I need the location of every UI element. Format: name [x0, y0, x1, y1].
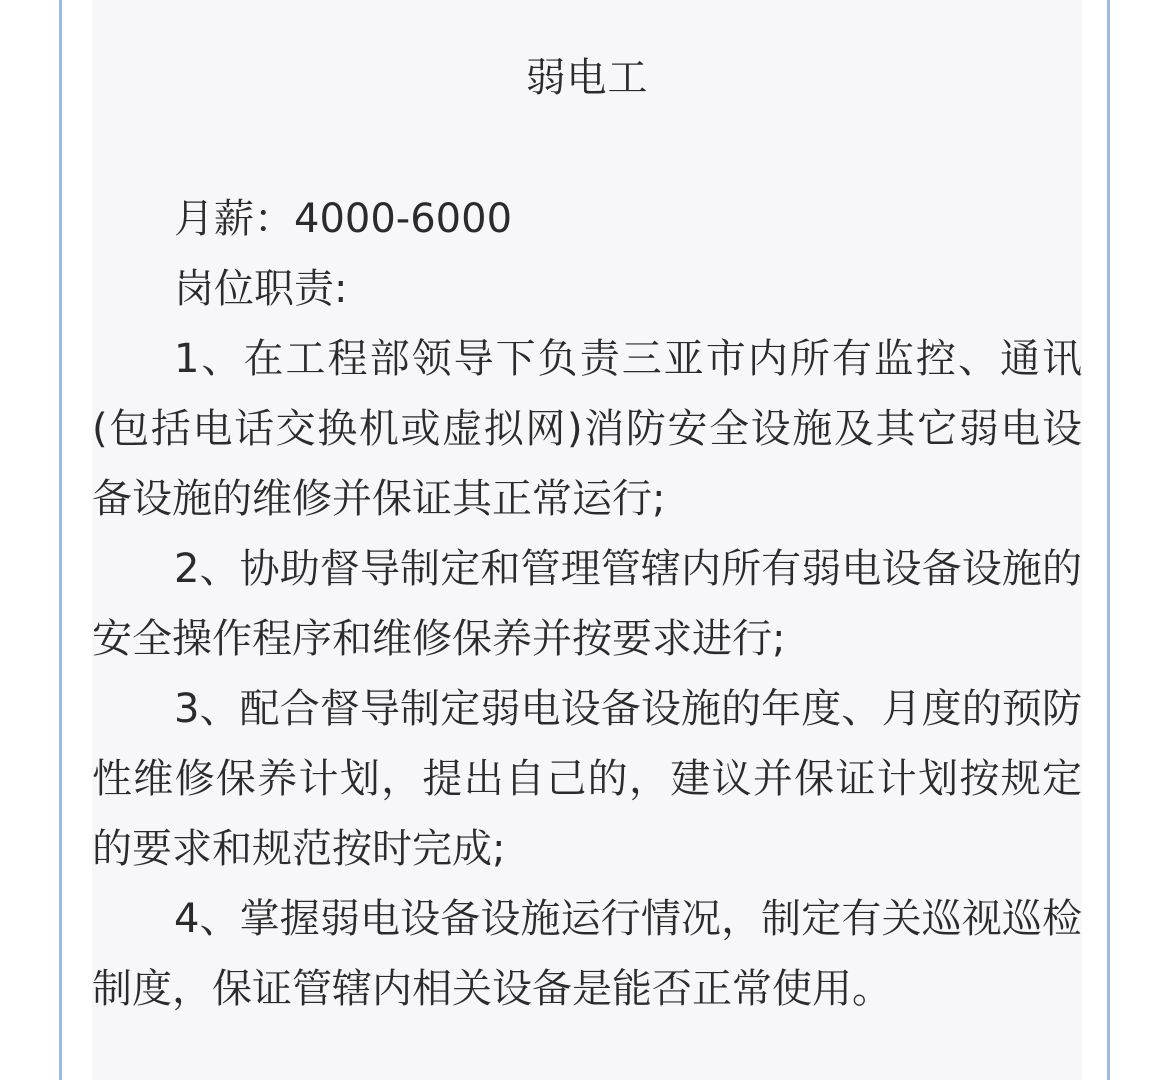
duty-item-4: 4、掌握弱电设备设施运行情况，制定有关巡视巡检制度，保证管辖内相关设备是能否正常使用。 — [92, 896, 1082, 1012]
job-description-card — [92, 0, 1082, 1080]
salary-line: 月薪：4000-6000 — [174, 196, 513, 242]
duty-item-3: 3、配合督导制定弱电设备设施的年度、月度的预防性维修保养计划，提出自己的，建议并保证计划按规定的要求和规范按时完成; — [92, 686, 1082, 872]
duty-item-1: 1、在工程部领导下负责三亚市内所有监控、通讯(包括电话交换机或虚拟网)消防安全设施及其它弱电设备设施的维修并保证其正常运行; — [92, 336, 1082, 522]
job-content — [92, 184, 1082, 1024]
job-title: 弱电工 — [525, 55, 649, 101]
duty-item-2: 2、协助督导制定和管理管辖内所有弱电设备设施的安全操作程序和维修保养并按要求进行; — [92, 546, 1082, 662]
duties-heading: 岗位职责: — [174, 266, 348, 312]
